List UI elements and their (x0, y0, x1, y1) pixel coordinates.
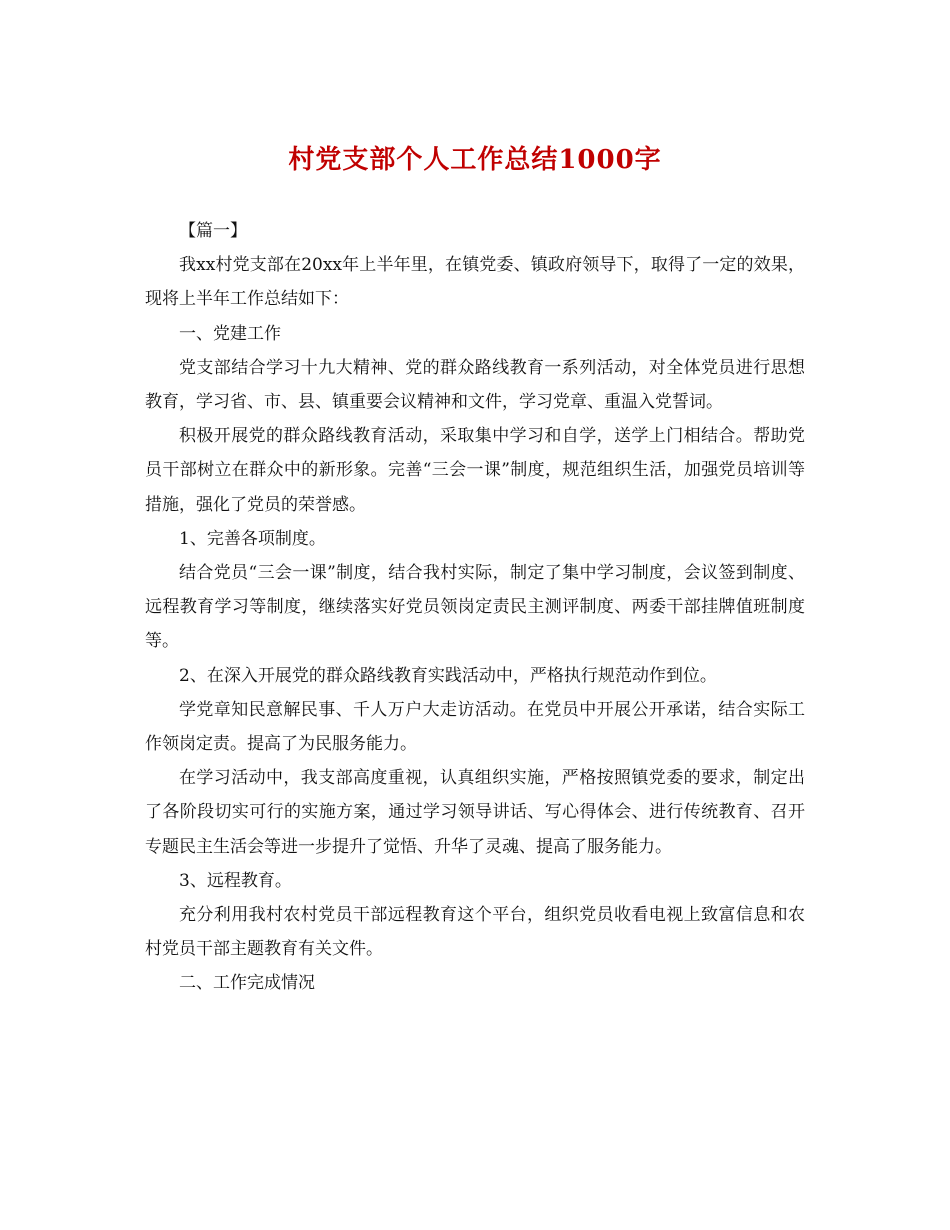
paragraph-intro: 我xx村党支部在20xx年上半年里，在镇党委、镇政府领导下，取得了一定的效果，现将上半年工作总结如下： (145, 255, 805, 310)
paragraph-activities: 在学习活动中，我支部高度重视，认真组织实施，严格按照镇党委的要求，制定出了各阶段切实可行的实施方案，通过学习领导讲话、写心得体会、进行传统教育、召开专题民主生活会等进一步提升了觉悟、升华了灵魂、提高了服务能力。 (145, 768, 805, 857)
paragraph-remote-education: 充分利用我村农村党员干部远程教育这个平台，组织党员收看电视上致富信息和农村党员干部主题教育有关文件。 (145, 905, 805, 960)
section-heading-party-building: 一、党建工作 (179, 323, 281, 344)
paragraph-study: 党支部结合学习十九大精神、党的群众路线教育一系列活动，对全体党员进行思想教育，学习省、市、县、镇重要会议精神和文件，学习党章、重温入党誓词。 (145, 357, 805, 413)
section-heading-part-one: 【篇一】 (179, 221, 247, 241)
paragraph-mass-line: 积极开展党的群众路线教育活动，采取集中学习和自学，送学上门相结合。帮助党员干部树立在群众中的新形象。完善“三会一课”制度，规范组织生活，加强党员培训等措施，强化了党员的荣誉感。 (145, 426, 805, 515)
section-heading-work-completion: 二、工作完成情况 (179, 973, 315, 994)
paragraph-systems: 结合党员“三会一课”制度，结合我村实际，制定了集中学习制度，会议签到制度、远程教育学习等制度，继续落实好党员领岗定责民主测评制度、两委干部挂牌值班制度等。 (145, 563, 805, 652)
subheading-remote-education: 3、远程教育。 (179, 870, 292, 891)
document-body (145, 214, 805, 1001)
paragraph-visits: 学党章知民意解民事、千人万户大走访活动。在党员中开展公开承诺，结合实际工作领岗定责。提高了为民服务能力。 (145, 699, 805, 755)
subheading-practice: 2、在深入开展党的群众路线教育实践活动中，严格执行规范动作到位。 (179, 665, 717, 686)
subheading-systems: 1、完善各项制度。 (179, 528, 326, 549)
document-title: 村党支部个人工作总结1000字 (288, 145, 662, 175)
